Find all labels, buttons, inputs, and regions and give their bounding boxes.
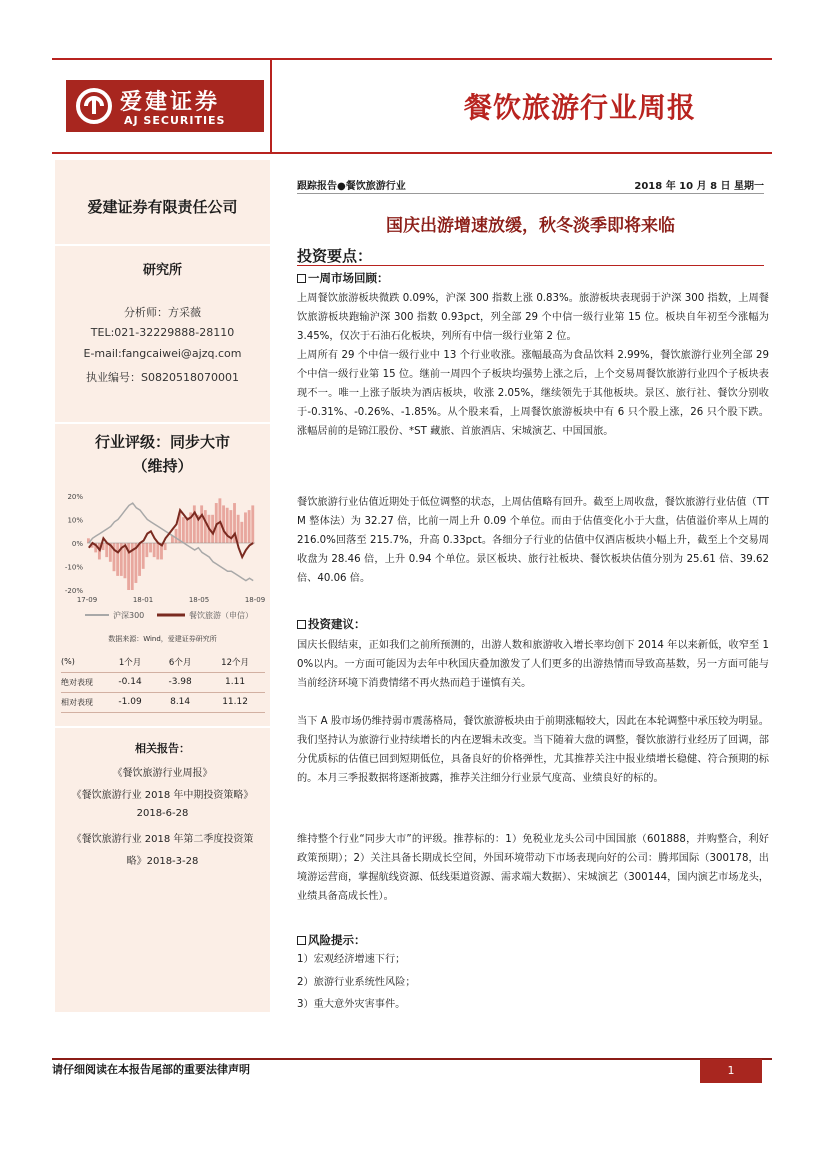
performance-chart (55, 482, 270, 627)
table-header: 6个月 (155, 652, 205, 672)
department: 研究所 (142, 263, 182, 278)
subheading-text: 风险提示： (308, 933, 366, 947)
relative-bar (226, 508, 229, 543)
section-rule (297, 265, 764, 266)
table-cell: 相对表现 (61, 692, 105, 712)
related-report-item: 《餐饮旅游行业 2018 年第二季度投资策 (71, 834, 254, 845)
analyst-phone: TEL:021-32229888-28110 (90, 326, 235, 339)
subheading-text: 一周市场回顾： (308, 271, 389, 285)
table-cell: 11.12 (205, 692, 265, 712)
paragraph: 维持整个行业“同步大市”的评级。推荐标的：1）免税业龙头公司中国国旅（601888，并购整合，利好政策预期）；2）关注具备长期成长空间，外国环境带动下市场表现向好的公司：腾邦国际（300178，出境游运营商，掌握航线资源、低线渠道资源、需求端大数据）、宋城演艺（300144，国内演艺市场龙头，业绩具备高成长性）。 (297, 834, 769, 902)
table-header: (%) (61, 652, 105, 672)
legend-label-hs300: 沪深300 (113, 611, 145, 620)
related-report-item: 2018-6-28 (136, 808, 189, 819)
related-reports-title: 相关报告： (135, 742, 190, 755)
analyst-name: 分析师：方采薇 (124, 306, 201, 319)
relative-bar (204, 510, 207, 543)
performance-chart-svg (55, 482, 270, 607)
table-cell: -1.09 (105, 692, 155, 712)
risk-item: 2）旅游行业系统性风险； (297, 977, 416, 988)
related-report-item: 《餐饮旅游行业周报》 (112, 768, 213, 779)
relative-bar (116, 543, 119, 576)
paragraph: 餐饮旅游行业估值近期处于低位调整的状态，上周估值略有回升。截至上周收盘，餐饮旅游行业估值（TTM 整体法）为 32.27 倍，比前一周上升 0.09 个单位。而由于估值变化小于大盘，估值溢价率从上周的 216.0%回落至 215.7%，升高 0.33pct。各细分子行业的估值中仅酒店板块小幅上升，截至上个交易周收盘为 28.46 倍，上升 0.94 个单位。景区板块、旅行社板块、餐饮板块估值分别为 25.61 倍、39.62 倍、40.06 倍。 (297, 497, 769, 584)
subheading-risks (297, 932, 366, 948)
table-cell: 8.14 (155, 692, 205, 712)
relative-bar (244, 512, 247, 543)
header-bottom-rule (52, 152, 772, 154)
relative-bar (222, 505, 225, 543)
x-tick-label: 18-09 (244, 596, 266, 604)
table-row (61, 672, 265, 692)
subheading-text: 投资建议： (308, 617, 366, 631)
table-header: 1个月 (105, 652, 155, 672)
related-report-item: 《餐饮旅游行业 2018 年中期投资策略》 (71, 790, 254, 801)
table-cell: 绝对表现 (61, 672, 105, 692)
relative-bar (149, 543, 152, 552)
performance-table (61, 652, 265, 713)
table-row (61, 692, 265, 712)
risk-item: 3）重大意外灾害事件。 (297, 999, 406, 1010)
checkbox-bullet-icon (297, 274, 306, 283)
relative-bar (251, 505, 254, 543)
y-tick-label: -10% (64, 563, 83, 572)
analyst-email: E-mail:fangcaiwei@ajzq.com (83, 347, 242, 360)
x-tick-label: 18-01 (132, 596, 154, 604)
header-top-rule (52, 58, 772, 60)
rating-line-2: （维持） (132, 457, 193, 475)
x-tick-label: 17-09 (76, 596, 98, 604)
report-category: 跟踪报告●餐饮旅游行业 (297, 181, 406, 192)
relative-bar (240, 522, 243, 543)
logo-text-en: AJ SECURITIES (124, 114, 226, 127)
company-logo (66, 80, 264, 132)
meta-rule (297, 193, 764, 194)
report-title: 餐饮旅游行业周报 (463, 91, 696, 124)
logo-mark-icon (76, 88, 112, 124)
paragraph: 上周餐饮旅游板块微跌 0.09%，沪深 300 指数上涨 0.83%。旅游板块表现弱于沪深 300 指数，上周餐饮旅游板块跑输沪深 300 指数 0.93pct，列全部 29 个中信一级行业第 15 位。板块自年初至今涨幅为 3.45%，仅次于石油石化板块，列所有中信一级行业第 2 位。 (297, 293, 769, 342)
footer-rule (52, 1058, 772, 1060)
relative-bar (218, 498, 221, 543)
checkbox-bullet-icon (297, 620, 306, 629)
paragraph: 当下 A 股市场仍维持弱市震荡格局，餐饮旅游板块由于前期涨幅较大，因此在本轮调整中承压较为明显。我们坚持认为旅游行业持续增长的内在逻辑未改变。当下随着大盘的调整，餐饮旅游行业经历了回调，部分优质标的估值已回到短期低位，具备良好的价格弹性，尤其推荐关注中报业绩增长稳健、符合预期的标的。本月三季报数据将逐渐披露，推荐关注细分行业景气度高、业绩良好的标的。 (297, 716, 769, 784)
table-header-row (61, 652, 265, 672)
relative-bar (138, 543, 141, 576)
sidebar (55, 160, 270, 1012)
related-report-item: 略》2018-3-28 (126, 856, 199, 867)
relative-bar (182, 517, 185, 543)
risk-item: 1）宏观经济增速下行； (297, 954, 406, 965)
relative-bar (248, 510, 251, 543)
relative-bar (200, 505, 203, 543)
logo-text-cn: 爱建证券 (120, 89, 221, 115)
relative-bar (156, 543, 159, 559)
x-tick-label: 18-05 (188, 596, 210, 604)
relative-bar (186, 517, 189, 543)
y-tick-label: 10% (67, 516, 83, 525)
industry-rating (55, 430, 270, 478)
sidebar-divider (55, 726, 270, 728)
chart-legend (85, 609, 265, 623)
table-cell: -0.14 (105, 672, 155, 692)
sidebar-divider (55, 244, 270, 246)
article-title: 国庆出游增速放缓，秋冬淡季即将来临 (386, 216, 675, 236)
relative-bar (175, 529, 178, 543)
relative-bar (105, 543, 108, 557)
header-divider (270, 58, 272, 154)
y-tick-label: 0% (71, 540, 83, 548)
chart-source: 数据来源：Wind，爱建证券研究所 (108, 635, 217, 643)
table-cell: 1.11 (205, 672, 265, 692)
legend-label-sector: 餐饮旅游（申信） (189, 611, 253, 620)
rating-line-1: 行业评级：同步大市 (94, 433, 230, 451)
y-tick-label: -20% (64, 587, 83, 595)
y-tick-label: 20% (67, 493, 83, 501)
relative-bar (145, 543, 148, 557)
relative-bar (153, 543, 156, 557)
sidebar-divider (55, 422, 270, 424)
relative-bar (211, 515, 214, 543)
legend-svg (85, 609, 265, 621)
legal-notice: 请仔细阅读在本报告尾部的重要法律声明 (52, 1063, 250, 1076)
table-cell: -3.98 (155, 672, 205, 692)
paragraph: 上周所有 29 个中信一级行业中 13 个行业收涨。涨幅最高为食品饮料 2.99%，餐饮旅游行业列全部 29 个中信一级行业第 15 位。继前一周四个子板块均强势上涨之后，上个交易周餐饮旅游行业四个子板块表现不一。唯一上涨子版块为酒店板块，收涨 2.05%，继续领先于其他板块。景区、旅行社、餐饮分别收于-0.31%、-0.26%、-1.85%。从个股来看，上周餐饮旅游板块中有 6 只个股上涨，26 只个股下跌。涨幅居前的是锦江股份、*ST 藏旅、首旅酒店、宋城演艺、中国国旅。 (297, 350, 769, 437)
checkbox-bullet-icon (297, 936, 306, 945)
page-number: 1 (700, 1059, 762, 1083)
report-date: 2018 年 10 月 8 日 星期一 (634, 181, 764, 192)
relative-bar (193, 505, 196, 543)
relative-bar (142, 543, 145, 569)
company-name: 爱建证券有限责任公司 (87, 198, 238, 216)
subheading-investment-advice (297, 616, 366, 632)
table-header: 12个月 (205, 652, 265, 672)
relative-bar (164, 543, 167, 550)
paragraph: 国庆长假结束，正如我们之前所预测的，出游人数和旅游收入增长率均创下 2014 年以来新低，收窄至 10%以内。一方面可能因为去年中秋国庆叠加激发了人们更多的出游热情而导致高基数，另一方面可能与当前经济环境下消费情绪不再火热而趋于谨慎有关。 (297, 640, 769, 689)
analyst-license: 执业编号：S0820518070001 (86, 371, 239, 384)
section-heading: 投资要点： (297, 247, 373, 265)
subheading-market-review (297, 270, 389, 286)
